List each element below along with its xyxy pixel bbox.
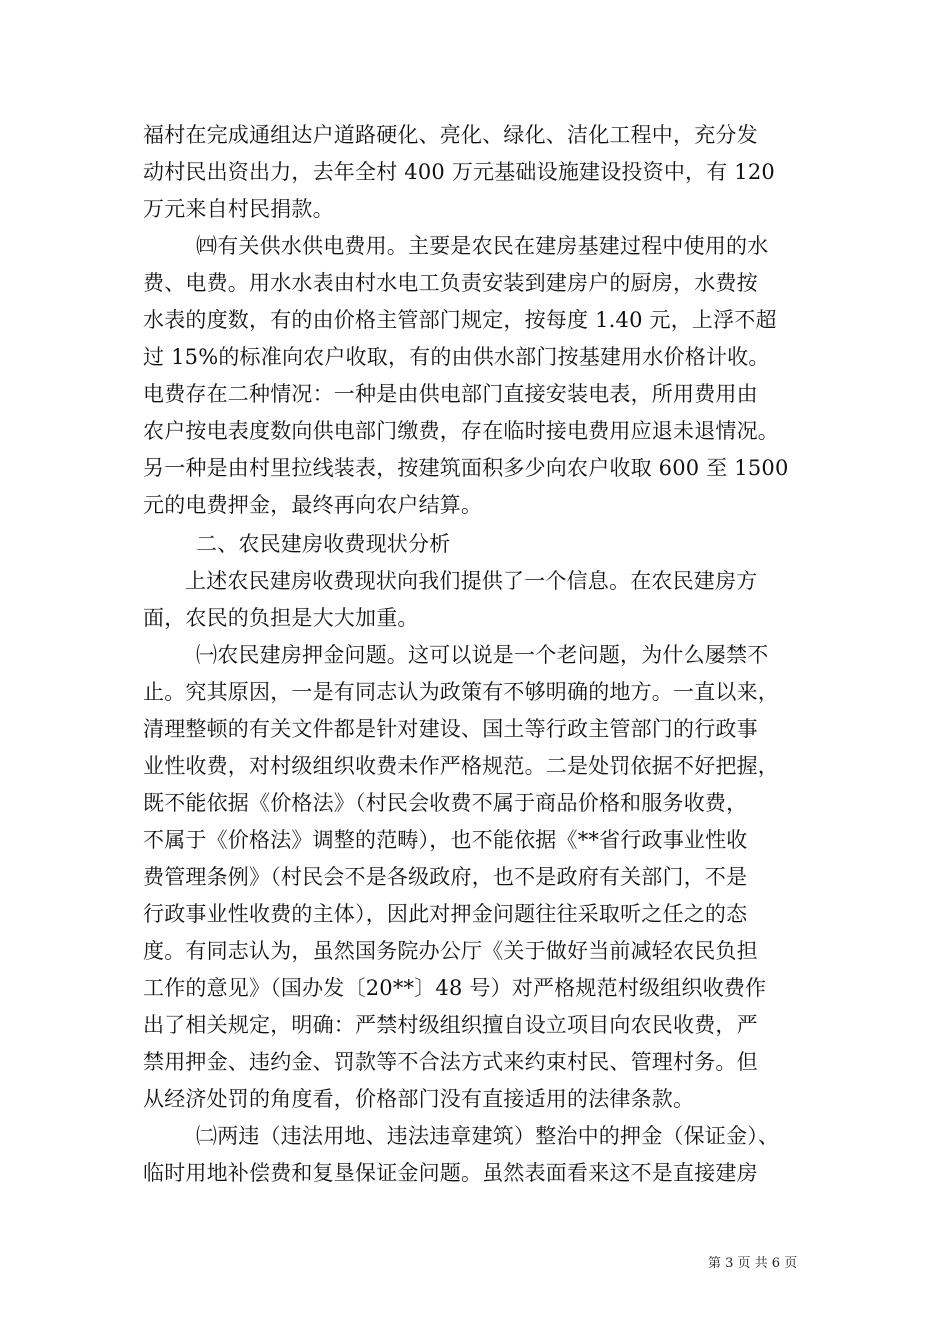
body-text-line: 另一种是由村里拉线装表，按建筑面积多少向农户收取 600 至 1500 [143,456,789,480]
paragraph-heading-2: ㈡两违（违法用地、违法违章建筑）整治中的押金（保证金）、 [196,1124,780,1148]
body-text-line: 度。有同志认为，虽然国务院办公厅《关于做好当前减轻农民负担 [143,939,758,963]
body-text-line: 面，农民的负担是大大加重。 [143,606,419,630]
body-text-line: 电费存在二种情况：一种是由供电部门直接安装电表，所用费用由 [143,382,758,406]
body-text-line: 清理整顿的有关文件都是针对建设、国土等行政主管部门的行政事 [143,717,758,741]
body-text-line: 业性收费，对村级组织收费未作严格规范。二是处罚依据不好把握， [143,754,779,778]
page-number-footer: 第 3 页 共 6 页 [708,1256,798,1271]
paragraph-heading-4: ㈣有关供水供电费用。主要是农民在建房基建过程中使用的水 [196,234,769,258]
body-text-line: 禁用押金、违约金、罚款等不合法方式来约束村民、管理村务。但 [143,1050,758,1074]
body-text-line: 水表的度数，有的由价格主管部门规定，按每度 1.40 元，上浮不超 [143,308,777,332]
body-text-line: 上述农民建房收费现状向我们提供了一个信息。在农民建房方 [185,569,758,593]
section-heading: 二、农民建房收费现状分析 [196,532,451,556]
body-text-line: 福村在完成通组达户道路硬化、亮化、绿化、洁化工程中，充分发 [143,123,758,147]
body-text-line: 既不能依据《价格法》（村民会收费不属于商品价格和服务收费， [143,791,748,815]
body-text-line: 临时用地补偿费和复垦保证金问题。虽然表面看来这不是直接建房 [143,1161,758,1185]
body-text-line: 农户按电表度数向供电部门缴费，存在临时接电费用应退未退情况。 [143,419,779,443]
body-text-line: 过 15%的标准向农户收取，有的由供水部门按基建用水价格计收。 [143,345,770,369]
paragraph-heading-1: ㈠农民建房押金问题。这可以说是一个老问题，为什么屡禁不 [196,643,769,667]
body-text-line: 元的电费押金，最终再向农户结算。 [143,493,483,517]
body-text-line: 行政事业性收费的主体），因此对押金问题往往采取听之任之的态 [143,902,748,926]
body-text-line: 万元来自村民捐款。 [143,197,334,221]
body-text-line: 从经济处罚的角度看，价格部门没有直接适用的法律条款。 [143,1087,695,1111]
body-text-line: 止。究其原因，一是有同志认为政策有不够明确的地方。一直以来， [143,680,779,704]
body-text-line: 不属于《价格法》调整的范畴），也不能依据《**省行政事业性收 [143,828,748,852]
body-text-line: 出了相关规定，明确：严禁村级组织擅自设立项目向农民收费，严 [143,1013,758,1037]
body-text-line: 动村民出资出力，去年全村 400 万元基础设施建设投资中，有 120 [143,160,775,184]
body-text-line: 费、电费。用水水表由村水电工负责安装到建房户的厨房，水费按 [143,271,758,295]
body-text-line: 工作的意见》（国办发〔20**〕48 号）对严格规范村级组织收费作 [143,976,767,1000]
body-text-line: 费管理条例》（村民会不是各级政府，也不是政府有关部门，不是 [143,865,748,889]
